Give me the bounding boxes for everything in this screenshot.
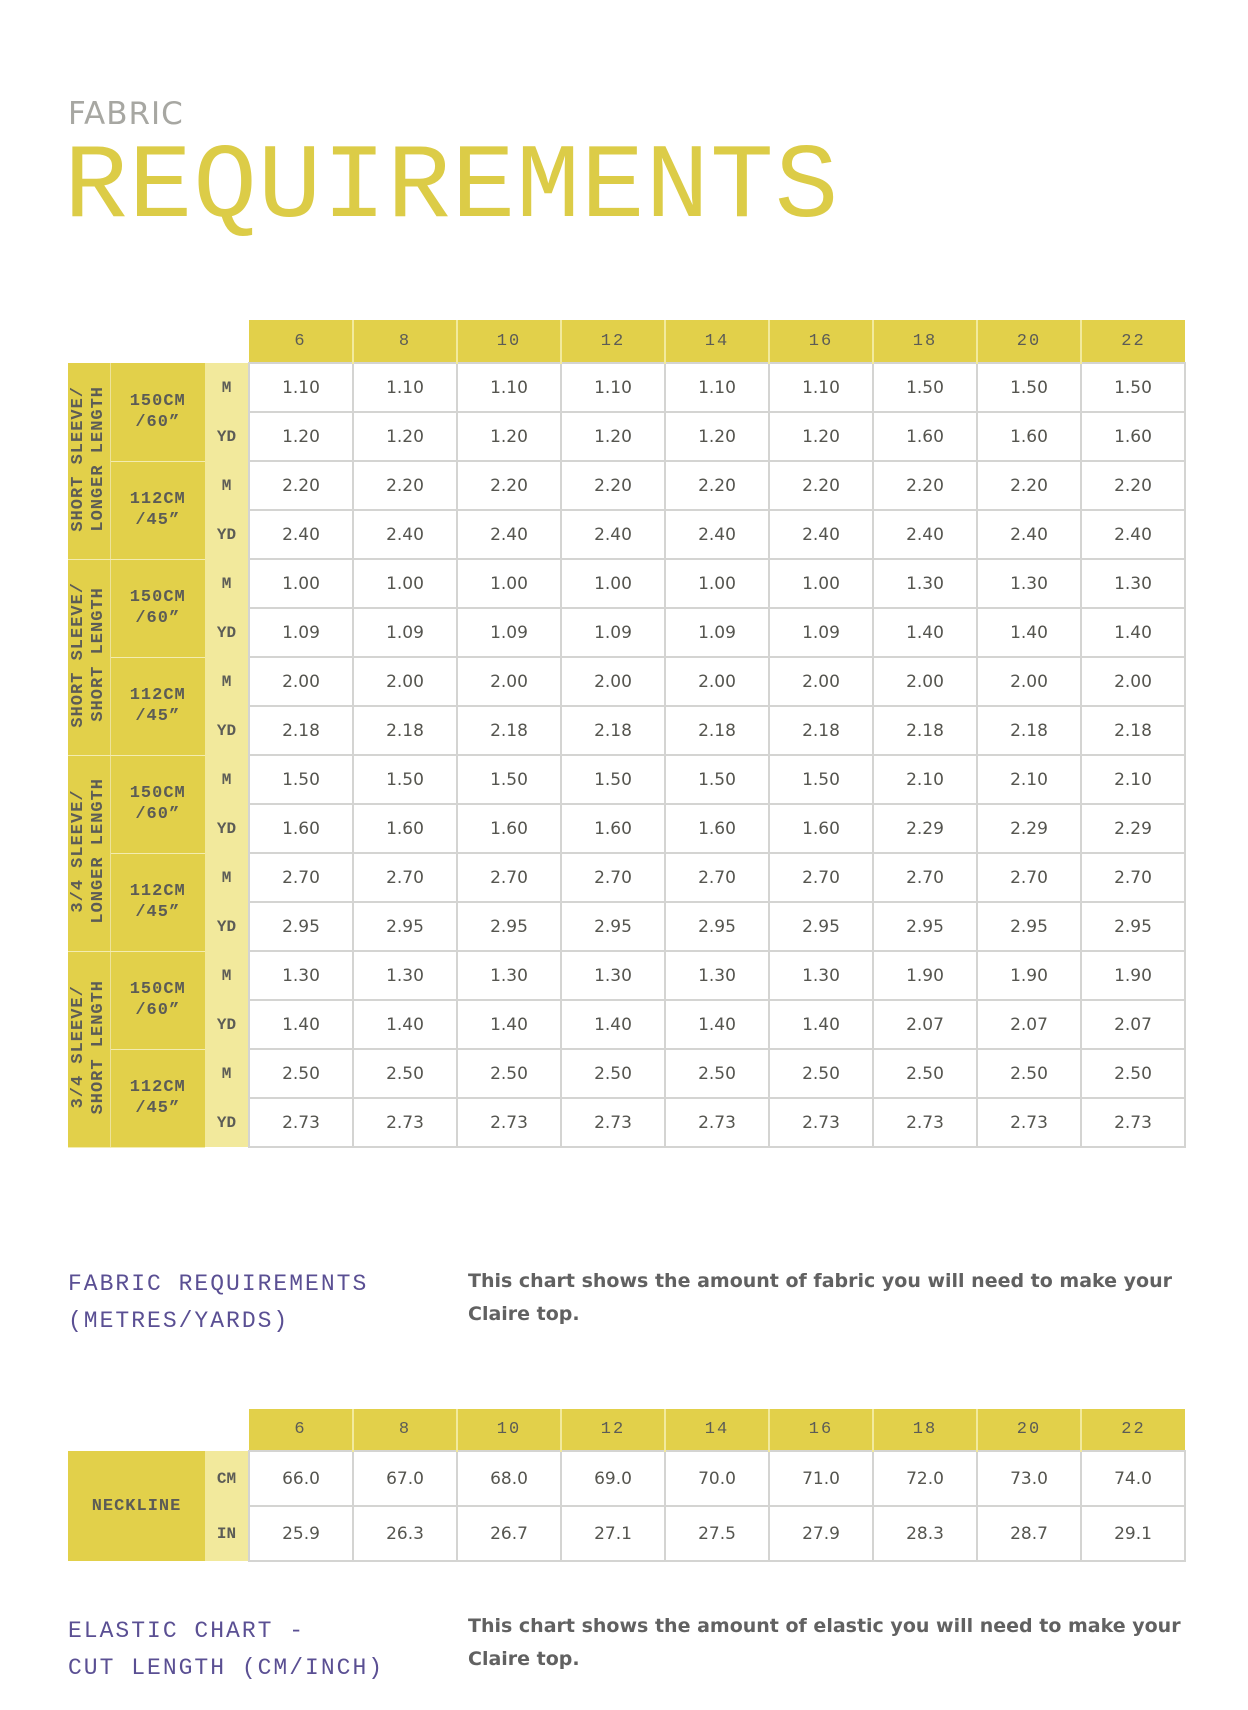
table-cell: 1.10 <box>665 363 769 412</box>
fabric-width-label: 150CM /60” <box>110 559 205 657</box>
size-header-6: 6 <box>249 1409 353 1451</box>
table-cell: 26.3 <box>353 1506 457 1561</box>
table-cell: 1.09 <box>457 608 561 657</box>
table-cell: 2.10 <box>977 755 1081 804</box>
table-row <box>68 363 1185 412</box>
table-cell: 1.30 <box>249 951 353 1000</box>
size-header-22: 22 <box>1081 320 1185 363</box>
table-cell: 1.30 <box>1081 559 1185 608</box>
table-cell: 2.10 <box>1081 755 1185 804</box>
size-header-14: 14 <box>665 1409 769 1451</box>
table-cell: 2.95 <box>457 902 561 951</box>
table-cell: 2.29 <box>873 804 977 853</box>
unit-label: YD <box>205 902 249 951</box>
size-header-12: 12 <box>561 320 665 363</box>
fabric-width-label: 112CM /45” <box>110 461 205 559</box>
garment-variant-label <box>68 363 110 559</box>
table-cell: 1.10 <box>353 363 457 412</box>
table-cell: 2.73 <box>665 1098 769 1147</box>
size-header-row <box>68 1409 1185 1451</box>
fabric-width-label: 112CM /45” <box>110 1049 205 1147</box>
table-cell: 2.00 <box>457 657 561 706</box>
table-row <box>68 461 1185 510</box>
table-cell: 2.00 <box>561 657 665 706</box>
table-cell: 2.07 <box>1081 1000 1185 1049</box>
table-cell: 1.00 <box>249 559 353 608</box>
table-cell: 1.09 <box>561 608 665 657</box>
table-cell: 1.20 <box>249 412 353 461</box>
size-header-20: 20 <box>977 1409 1081 1451</box>
table-cell: 1.00 <box>457 559 561 608</box>
header-blank <box>68 320 249 363</box>
page-title: REQUIREMENTS <box>64 128 840 248</box>
table-cell: 2.50 <box>561 1049 665 1098</box>
table-cell: 74.0 <box>1081 1451 1185 1506</box>
table-cell: 2.95 <box>769 902 873 951</box>
table-cell: 1.50 <box>249 755 353 804</box>
size-header-20: 20 <box>977 320 1081 363</box>
garment-variant-text: SHORT SLEEVE/ SHORT LENGTH <box>68 582 108 728</box>
table-cell: 1.30 <box>873 559 977 608</box>
table-cell: 2.20 <box>561 461 665 510</box>
unit-label: M <box>205 755 249 804</box>
table-cell: 2.29 <box>977 804 1081 853</box>
table-cell: 2.70 <box>769 853 873 902</box>
unit-label: M <box>205 461 249 510</box>
table-row <box>68 608 1185 657</box>
unit-label: M <box>205 657 249 706</box>
heading-kicker: FABRIC <box>68 96 184 132</box>
table-cell: 2.18 <box>769 706 873 755</box>
table-row <box>68 1451 1185 1506</box>
table-cell: 2.95 <box>353 902 457 951</box>
table-cell: 2.20 <box>665 461 769 510</box>
table-cell: 1.09 <box>353 608 457 657</box>
fabric-width-label: 150CM /60” <box>110 755 205 853</box>
table-cell: 1.60 <box>561 804 665 853</box>
neckline-label: NECKLINE <box>68 1451 205 1561</box>
table-cell: 2.18 <box>665 706 769 755</box>
table-cell: 1.60 <box>457 804 561 853</box>
table-cell: 2.29 <box>1081 804 1185 853</box>
table-cell: 1.60 <box>249 804 353 853</box>
table-cell: 2.70 <box>457 853 561 902</box>
table-cell: 2.50 <box>457 1049 561 1098</box>
table-cell: 1.30 <box>977 559 1081 608</box>
elastic-chart-table <box>68 1409 1186 1562</box>
table-cell: 2.07 <box>873 1000 977 1049</box>
table-cell: 2.00 <box>769 657 873 706</box>
table-cell: 2.40 <box>353 510 457 559</box>
table-cell: 27.1 <box>561 1506 665 1561</box>
table-cell: 68.0 <box>457 1451 561 1506</box>
table-cell: 2.20 <box>353 461 457 510</box>
table-cell: 2.00 <box>353 657 457 706</box>
table-cell: 71.0 <box>769 1451 873 1506</box>
table-cell: 2.07 <box>977 1000 1081 1049</box>
table-row <box>68 804 1185 853</box>
table-cell: 2.73 <box>353 1098 457 1147</box>
size-header-18: 18 <box>873 1409 977 1451</box>
garment-variant-label <box>68 755 110 951</box>
unit-label: YD <box>205 1000 249 1049</box>
elastic-caption-title: ELASTIC CHART - CUT LENGTH (CM/INCH) <box>68 1618 385 1681</box>
table-cell: 1.50 <box>873 363 977 412</box>
table-cell: 2.40 <box>977 510 1081 559</box>
table-cell: 1.20 <box>561 412 665 461</box>
table-cell: 2.20 <box>977 461 1081 510</box>
table-cell: 2.70 <box>1081 853 1185 902</box>
size-header-14: 14 <box>665 320 769 363</box>
table-cell: 2.95 <box>561 902 665 951</box>
table-cell: 2.40 <box>457 510 561 559</box>
table-cell: 69.0 <box>561 1451 665 1506</box>
garment-variant-text: 3/4 SLEEVE/ LONGER LENGTH <box>68 778 108 924</box>
table-cell: 1.60 <box>873 412 977 461</box>
table-cell: 2.70 <box>977 853 1081 902</box>
table-cell: 1.00 <box>769 559 873 608</box>
table-cell: 28.3 <box>873 1506 977 1561</box>
table-cell: 1.50 <box>561 755 665 804</box>
table-cell: 2.20 <box>249 461 353 510</box>
table-cell: 2.20 <box>769 461 873 510</box>
table-cell: 2.70 <box>249 853 353 902</box>
garment-variant-text: 3/4 SLEEVE/ SHORT LENGTH <box>68 979 108 1115</box>
table-cell: 70.0 <box>665 1451 769 1506</box>
table-cell: 1.60 <box>977 412 1081 461</box>
table-cell: 1.40 <box>769 1000 873 1049</box>
table-row <box>68 755 1185 804</box>
table-cell: 2.18 <box>353 706 457 755</box>
table-cell: 2.95 <box>977 902 1081 951</box>
table-cell: 1.00 <box>665 559 769 608</box>
table-cell: 2.73 <box>977 1098 1081 1147</box>
table-cell: 2.95 <box>249 902 353 951</box>
table-row <box>68 412 1185 461</box>
table-cell: 2.00 <box>1081 657 1185 706</box>
table-cell: 2.40 <box>769 510 873 559</box>
size-header-6: 6 <box>249 320 353 363</box>
table-cell: 1.30 <box>769 951 873 1000</box>
table-cell: 1.30 <box>353 951 457 1000</box>
table-cell: 1.50 <box>1081 363 1185 412</box>
table-cell: 2.95 <box>665 902 769 951</box>
table-row <box>68 706 1185 755</box>
table-cell: 2.50 <box>873 1049 977 1098</box>
table-cell: 1.40 <box>873 608 977 657</box>
table-row <box>68 657 1185 706</box>
table-cell: 2.20 <box>1081 461 1185 510</box>
table-cell: 1.60 <box>769 804 873 853</box>
table-cell: 1.10 <box>769 363 873 412</box>
table-cell: 1.60 <box>1081 412 1185 461</box>
table-cell: 1.50 <box>665 755 769 804</box>
table-cell: 2.50 <box>1081 1049 1185 1098</box>
table-cell: 2.18 <box>249 706 353 755</box>
fabric-caption-description: This chart shows the amount of fabric you will need to make your Claire top. <box>468 1270 1173 1325</box>
size-header-16: 16 <box>769 320 873 363</box>
table-cell: 1.40 <box>977 608 1081 657</box>
table-cell: 2.40 <box>561 510 665 559</box>
size-header-18: 18 <box>873 320 977 363</box>
table-row <box>68 902 1185 951</box>
unit-label: IN <box>205 1506 249 1561</box>
table-cell: 2.20 <box>873 461 977 510</box>
table-cell: 66.0 <box>249 1451 353 1506</box>
unit-label: YD <box>205 608 249 657</box>
unit-label: M <box>205 363 249 412</box>
table-cell: 1.30 <box>665 951 769 1000</box>
table-cell: 2.73 <box>1081 1098 1185 1147</box>
table-cell: 2.10 <box>873 755 977 804</box>
table-cell: 1.10 <box>249 363 353 412</box>
fabric-requirements-table <box>68 320 1186 1148</box>
table-cell: 2.18 <box>561 706 665 755</box>
fabric-width-label: 112CM /45” <box>110 657 205 755</box>
table-cell: 2.70 <box>353 853 457 902</box>
table-cell: 2.73 <box>249 1098 353 1147</box>
header-blank <box>68 1409 249 1451</box>
table-cell: 2.00 <box>665 657 769 706</box>
table-row <box>68 1049 1185 1098</box>
table-row <box>68 853 1185 902</box>
elastic-caption-description: This chart shows the amount of elastic you will need to make your Claire top. <box>468 1615 1181 1670</box>
fabric-width-label: 150CM /60” <box>110 363 205 461</box>
table-cell: 1.10 <box>457 363 561 412</box>
unit-label: M <box>205 853 249 902</box>
fabric-width-label: 150CM /60” <box>110 951 205 1049</box>
garment-variant-label <box>68 559 110 755</box>
table-cell: 2.40 <box>873 510 977 559</box>
table-row <box>68 1098 1185 1147</box>
table-cell: 2.50 <box>769 1049 873 1098</box>
table-row <box>68 1506 1185 1561</box>
table-row <box>68 1000 1185 1049</box>
table-cell: 2.18 <box>1081 706 1185 755</box>
table-cell: 2.73 <box>873 1098 977 1147</box>
garment-variant-label <box>68 951 110 1147</box>
unit-label: YD <box>205 1098 249 1147</box>
unit-label: M <box>205 1049 249 1098</box>
table-cell: 1.60 <box>353 804 457 853</box>
table-cell: 26.7 <box>457 1506 561 1561</box>
table-cell: 2.00 <box>249 657 353 706</box>
table-cell: 1.50 <box>353 755 457 804</box>
table-cell: 1.40 <box>249 1000 353 1049</box>
table-cell: 1.90 <box>873 951 977 1000</box>
table-row <box>68 559 1185 608</box>
size-header-16: 16 <box>769 1409 873 1451</box>
table-cell: 2.73 <box>561 1098 665 1147</box>
table-cell: 2.95 <box>1081 902 1185 951</box>
table-cell: 1.30 <box>561 951 665 1000</box>
table-cell: 1.50 <box>769 755 873 804</box>
unit-label: CM <box>205 1451 249 1506</box>
table-cell: 2.00 <box>873 657 977 706</box>
table-cell: 1.20 <box>457 412 561 461</box>
table-row <box>68 951 1185 1000</box>
table-cell: 1.50 <box>457 755 561 804</box>
unit-label: M <box>205 559 249 608</box>
table-cell: 2.40 <box>665 510 769 559</box>
table-cell: 1.00 <box>561 559 665 608</box>
table-cell: 27.9 <box>769 1506 873 1561</box>
table-cell: 67.0 <box>353 1451 457 1506</box>
table-cell: 1.40 <box>353 1000 457 1049</box>
table-cell: 2.50 <box>249 1049 353 1098</box>
size-header-10: 10 <box>457 320 561 363</box>
table-row <box>68 510 1185 559</box>
table-cell: 72.0 <box>873 1451 977 1506</box>
table-cell: 2.95 <box>873 902 977 951</box>
table-cell: 1.20 <box>769 412 873 461</box>
table-cell: 2.20 <box>457 461 561 510</box>
table-cell: 2.73 <box>769 1098 873 1147</box>
size-header-10: 10 <box>457 1409 561 1451</box>
table-cell: 1.40 <box>1081 608 1185 657</box>
garment-variant-text: SHORT SLEEVE/ LONGER LENGTH <box>68 385 108 532</box>
size-header-row <box>68 320 1185 363</box>
table-cell: 1.09 <box>665 608 769 657</box>
table-cell: 2.18 <box>873 706 977 755</box>
fabric-caption-title: FABRIC REQUIREMENTS (METRES/YARDS) <box>68 1271 369 1334</box>
table-cell: 2.18 <box>977 706 1081 755</box>
table-cell: 2.40 <box>1081 510 1185 559</box>
table-cell: 2.70 <box>561 853 665 902</box>
table-cell: 2.50 <box>353 1049 457 1098</box>
size-header-8: 8 <box>353 1409 457 1451</box>
table-cell: 1.90 <box>977 951 1081 1000</box>
table-cell: 2.40 <box>249 510 353 559</box>
unit-label: YD <box>205 412 249 461</box>
table-cell: 73.0 <box>977 1451 1081 1506</box>
fabric-width-label: 112CM /45” <box>110 853 205 951</box>
table-cell: 25.9 <box>249 1506 353 1561</box>
table-cell: 2.70 <box>665 853 769 902</box>
unit-label: YD <box>205 706 249 755</box>
table-cell: 2.50 <box>977 1049 1081 1098</box>
table-cell: 1.20 <box>353 412 457 461</box>
table-cell: 1.00 <box>353 559 457 608</box>
unit-label: M <box>205 951 249 1000</box>
table-cell: 2.18 <box>457 706 561 755</box>
table-cell: 1.50 <box>977 363 1081 412</box>
table-cell: 1.40 <box>457 1000 561 1049</box>
unit-label: YD <box>205 510 249 559</box>
table-cell: 2.50 <box>665 1049 769 1098</box>
table-cell: 1.09 <box>769 608 873 657</box>
table-cell: 28.7 <box>977 1506 1081 1561</box>
table-cell: 2.73 <box>457 1098 561 1147</box>
table-cell: 1.30 <box>457 951 561 1000</box>
table-cell: 29.1 <box>1081 1506 1185 1561</box>
unit-label: YD <box>205 804 249 853</box>
table-cell: 1.40 <box>561 1000 665 1049</box>
table-cell: 2.70 <box>873 853 977 902</box>
table-cell: 1.60 <box>665 804 769 853</box>
table-cell: 1.09 <box>249 608 353 657</box>
table-cell: 2.00 <box>977 657 1081 706</box>
table-cell: 1.90 <box>1081 951 1185 1000</box>
table-cell: 27.5 <box>665 1506 769 1561</box>
size-header-12: 12 <box>561 1409 665 1451</box>
table-cell: 1.20 <box>665 412 769 461</box>
table-cell: 1.40 <box>665 1000 769 1049</box>
size-header-8: 8 <box>353 320 457 363</box>
table-cell: 1.10 <box>561 363 665 412</box>
size-header-22: 22 <box>1081 1409 1185 1451</box>
